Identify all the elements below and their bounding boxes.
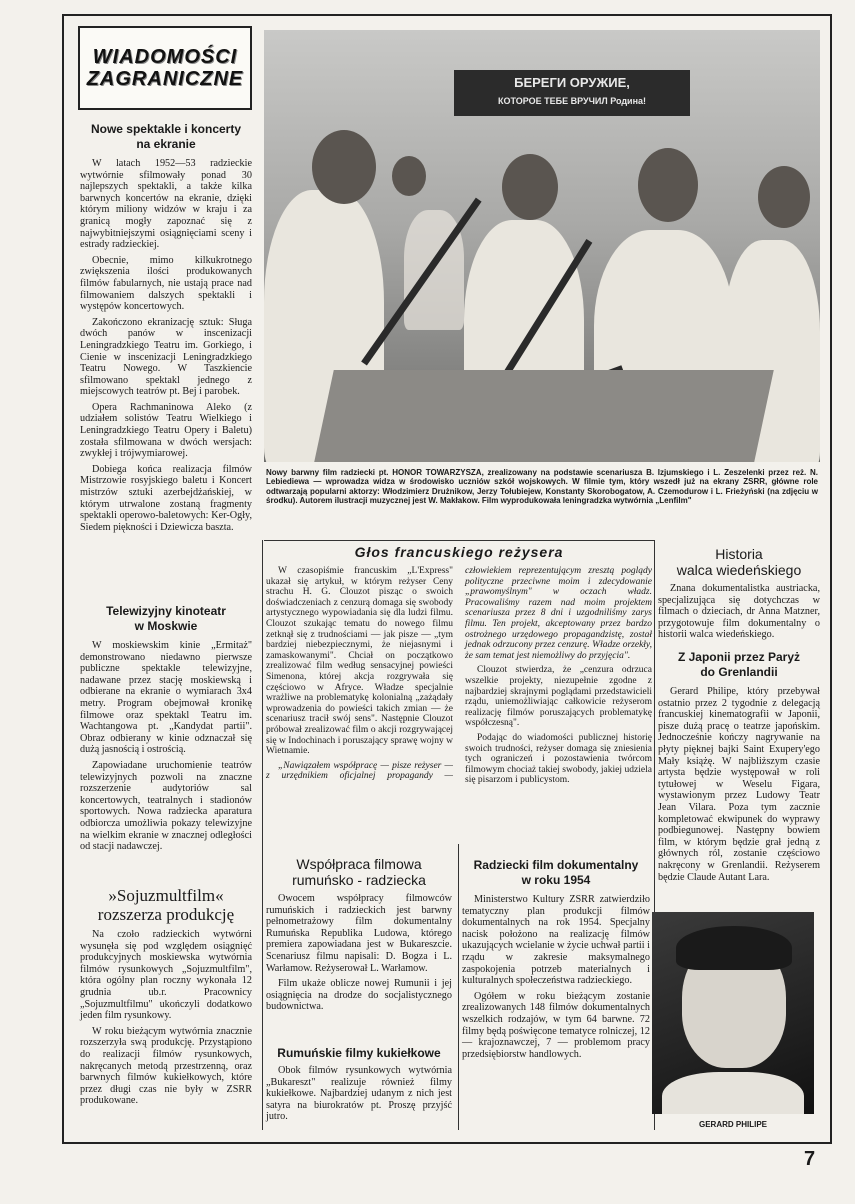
article-title: na ekranie (136, 137, 196, 151)
article-body (266, 566, 652, 846)
cadet-head (638, 148, 698, 222)
article-sojuzmultfilm (80, 886, 252, 1111)
paragraph: W roku bieżącym wytwórnia znacznie rozszerzyła swą produkcję. Przystąpiono do realizacji filmów rysunkowych, nakręcanych metodą przestrzenną, oraz barwnych filmów kukiełkowych, które przez długi czas nie były w ZSRR produkowane. (80, 1025, 252, 1107)
paragraph: Obecnie, mimo kilkukrotnego zwiększenia ilości produkowanych filmów fabularnych, nie ustają prace nad filmowaniem dalszych spektakli i występów koncertowych. (80, 254, 252, 313)
article-title: Rumuńskie filmy kukiełkowe (277, 1046, 441, 1060)
article-rumunskie (266, 1046, 452, 1127)
paragraph: W moskiewskim kinie „Ermitaż" demonstrowano niedawno pierwsze publiczne spektakle telewizyjne, nadawane przez stację moskiewską i odbierane na ekranie o wymiarach 3x4 metry. Program obejmował kronikę filmowe oraz spektakl Teatru im. Wachtangowa pt. „Kandydat partii". Obraz odbierany w kinie odznaczał się dużą jasnością i ostrością. (80, 640, 252, 756)
cadet-head (502, 154, 558, 220)
article-historia-walca (658, 546, 820, 645)
article-radziecki-film (462, 858, 650, 1064)
article-body (462, 894, 650, 1060)
table-shape (314, 370, 774, 462)
masthead-line1: WIADOMOŚCI (92, 46, 238, 68)
article-body (266, 1065, 452, 1123)
paragraph: Ogółem w roku bieżącym zostanie zrealizowanych 148 filmów dokumentalnych wszelkich rodzajów, w tym 64 barwne. 72 filmy będą poświęcone tematyce rolniczej, 12 — krajoznawczej, 7 — problemom pracy przedsiębiorstw handlowych. (462, 990, 650, 1060)
paragraph: Zapowiadane uruchomienie teatrów telewizyjnych pozwoli na znaczne rozszerzenie audytoriów sal koncertowych, teatralnych i stadionów sportowych. Nowa radziecka aparatura odbiorcza umożliwia pokazy telewizyjne na wielkim ekranie w znacznej odległości od stacji nadawczej. (80, 759, 252, 853)
article-title: Głos francuskiego reżysera (354, 544, 564, 560)
article-title: rumuńsko - radziecka (292, 872, 426, 888)
paragraph: Ministerstwo Kultury ZSRR zatwierdziło tematyczny plan produkcji filmów dokumentalnych na rok 1954. Specjalny nacisk położono na realizację filmów ukazujących wcielanie w życie uchwał partii i rządu w zakresie maksymalnego zaspokojenia potrzeb materialnych i kulturalnych społeczeństwa radzieckiego. (462, 894, 650, 987)
portrait-caption: GERARD PHILIPE (698, 1120, 767, 1129)
article-title: »Sojuzmultfilm« (108, 886, 224, 905)
article-z-japonii (658, 650, 820, 887)
page-number: 7 (804, 1148, 816, 1170)
main-photo-caption: Nowy barwny film radziecki pt. HONOR TOWARZYSZA, zrealizowany na podstawie scenariusza B. Izjumskiego i L. Zeszelenki przez reż. N. Lebiediewa — wprowadza widza w środowisko uczniów szkół wojskowych. W filmie tym, który wszedł już na ekrany ZSRR, główne role odtwarzają popularni aktorzy: Włodzimierz Drużnikow, Jerzy Tołubiejew, Konstanty Skorobogatow, A. Czemodurow i L. Frieżyński (na zdjęciu w środku). Autorem ilustracji muzycznej jest W. Makłakow. Film wyprodukowała leningradzka wytwórnia „Lenfilm" (266, 468, 818, 506)
paragraph: Dobiega końca realizacja filmów Mistrzowie rosyjskiego baletu i Koncert mistrzów sztuki azerbejdżańskiej, w którym utrwalone zostaną fragmenty spektakli operowo-baletowych: Ker-Ogły, Siedem piękności i Dziewicza baszta. (80, 463, 252, 533)
paragraph: Clouzot stwierdza, że „cenzura odrzuca wszelkie projekty, niezupełnie zgodne z najbardziej skrajnymi poglądami przedstawicieli rządu, uniemożliwiając całkowicie reżyserom realizację filmów poruszających problematykę współczesną". (465, 665, 652, 729)
section-divider (264, 540, 654, 541)
article-body (80, 158, 252, 533)
article-wspolpraca (266, 856, 452, 1017)
article-body (658, 583, 820, 641)
column-divider (458, 844, 459, 1130)
paragraph: Gerard Philipe, który przebywał ostatnio przez 2 tygodnie z delegacją francuskiej kinematografii w Japonii, pisze dużą pracę o teatrze japońskim. Jednocześnie kończy nagrywanie na płyty pięknej bajki Saint Exupery'ego Mały książę. W najbliższym czasie artysta będzie występował w roli tytułowej w Weselu Figara, wystawionym przez Ludowy Teatr Jean Vilara. Poza tym zacznie kompletować ekwipunek do wyprawy podbiegunowej. Następny bowiem film, w którym będzie grał jedną z głównych ról, zostanie częściowo nakręcony w Grenlandii. Reżyserem będzie Claude Autant Lara. (658, 686, 820, 883)
article-title: Radziecki film dokumentalny (473, 858, 639, 872)
article-glos (266, 544, 652, 846)
article-body (266, 893, 452, 1013)
column-divider (262, 540, 263, 1130)
paragraph: Film ukaże oblicze nowej Rumunii i jej osiągnięcia na drodze do socjalistycznego budownictwa. (266, 978, 452, 1013)
cadet-head (392, 156, 426, 196)
article-title: w Moskwie (134, 619, 198, 633)
hair-shape (676, 926, 792, 970)
paragraph: W czasopiśmie francuskim „L'Express" ukazał się artykuł, w którym reżyser Ceny strachu H. G. Clouzot pisząc o swoich doświadczeniach z cenzurą domaga się swobody artystycznego wypowiadania się dla ludzi filmu. Clouzot szukając tematu do nowego filmu zetknął się z trudnościami — jak pisze — „tym bardziej niebezpiecznymi, że niejasnymi i zamaskowanymi". Chciał on początkowo zrealizować film według sensacyjnej powieści Simenona, której akcja rozgrywała się częściowo w Afryce. Władze specjalnie wrażliwe na problematykę kolonialną „zażądały wprowadzenia do powieści takich zmian — że scenariusz tracił swój sens". Następnie Clouzot próbował zrealizować film o akcji rozgrywającej się w Indochinach i poruszający sprawę wojny w Wietnamie. (266, 566, 453, 757)
article-body (80, 929, 252, 1107)
photo-banner-line2: КОТОРОЕ ТЕБЕ ВРУЧИЛ Родина! (497, 96, 647, 106)
cadet-head (758, 166, 810, 228)
article-title: rozszerza produkcję (97, 905, 235, 924)
section-masthead (78, 26, 252, 110)
paragraph: W latach 1952—53 radzieckie wytwórnie sfilmowały ponad 30 najlepszych spektakli, a także kilka barwnych koncertów na ekranie, dzięki którym miliony widzów w kraju i za granicą mogły zapoznać się z najwybitniejszymi osiągnięciami sceny i estrady radzieckiej. (80, 158, 252, 251)
masthead-line2: ZAGRANICZNE (86, 68, 244, 90)
article-title: Telewizyjny kinoteatr (106, 604, 226, 618)
article-telewizyjny (80, 604, 252, 857)
shirt-shape (662, 1072, 804, 1114)
article-body (658, 686, 820, 883)
paragraph: Znana dokumentalistka austriacka, specjalizująca się dotychczas w filmach o dzieciach, dr Anna Matzner, przygotowuje film dokumentalny o historii walca wiedeńskiego. (658, 583, 820, 641)
cadet-head (312, 130, 376, 204)
article-body (80, 640, 252, 853)
paragraph: Zakończono ekranizację sztuk: Sługa dwóch panów w inscenizacji Leningradzkiego Teatru im. Gorkiego, i Cienie w inscenizacji Leningradzkiego Teatru Nowego. W Taszkiencie sfilmowano spektakl jednego z miejscowych teatrów pt. Bej i parobek. (80, 316, 252, 398)
article-title: Nowe spektakle i koncerty (90, 122, 242, 136)
article-title: w roku 1954 (521, 873, 591, 887)
paragraph: Podając do wiadomości publicznej historię swoich trudności, reżyser domaga się zniesienia tych ograniczeń i pozostawienia twórcom filmowym chociaż takiej swobody, jakiej udziela się pisarzom i publicystom. (465, 732, 652, 786)
paragraph: Obok filmów rysunkowych wytwórnia „Bukareszt" realizuje również filmy kukiełkowe. Najbardziej udanym z nich jest satyra na biurokratów pt. Proszę przyjść jutro. (266, 1065, 452, 1123)
paragraph: „Nawiązałem współpracę — pisze reżyser — z urzędnikiem oficjalnej propagandy — człowiekiem reprezentującym zresztą poglądy polityczne przeciwne moim i zdecydowanie „prawomyślnym" w oczach władz. Pracowaliśmy razem nad moim projektem scenariusza przez 8 dni i uzgodniliśmy zarys filmu. Ten projekt, akceptowany przez bardzo ostrożnego urzędowego propagandzistę, został jednak odrzucony przez cenzurę. Władze orzekły, że sam temat jest niemożliwy do przyjęcia". (266, 566, 652, 782)
portrait-photo (652, 912, 814, 1114)
article-title: Z Japonii przez Paryż (677, 650, 801, 664)
main-photo (264, 30, 820, 462)
paragraph: Owocem współpracy filmowców rumuńskich i radzieckich jest barwny pełnometrażowy film dokumentalny Rumuńska Republika Ludowa, którego premiera zapowiadana jest w Bukareszcie. Scenariusz filmu napisali: D. Bogza i L. Warłamow. Reżyserował L. Warłamow. (266, 893, 452, 974)
article-title: Współpraca filmowa (296, 856, 422, 872)
article-title: do Grenlandii (700, 665, 778, 679)
photo-banner-line1: БЕРЕГИ ОРУЖИЕ, (514, 75, 630, 90)
photo-banner (454, 70, 690, 116)
article-title: walca wiedeńskiego (676, 562, 802, 578)
paragraph: Na czoło radzieckich wytwórni wysunęła się pod względem osiągnięć produkcyjnych moskiewska wytwórnia filmów rysunkowych „Sojuzmultfilm", która ogólny plan roczny wykonała 12 grudnia ub.r. Pracownicy „Sojuzmultfilmu" ukończyli dodatkowo jeden film rysunkowy. (80, 929, 252, 1022)
article-nowe-spektakle (80, 122, 252, 537)
paragraph: Opera Rachmaninowa Aleko (z udziałem solistów Teatru Wielkiego i Leningradzkiego Teatru Opery i Baletu) została sfilmowana w dwóch wersjach: zwykłej i trójwymiarowej. (80, 401, 252, 460)
article-title: Historia (715, 546, 763, 562)
